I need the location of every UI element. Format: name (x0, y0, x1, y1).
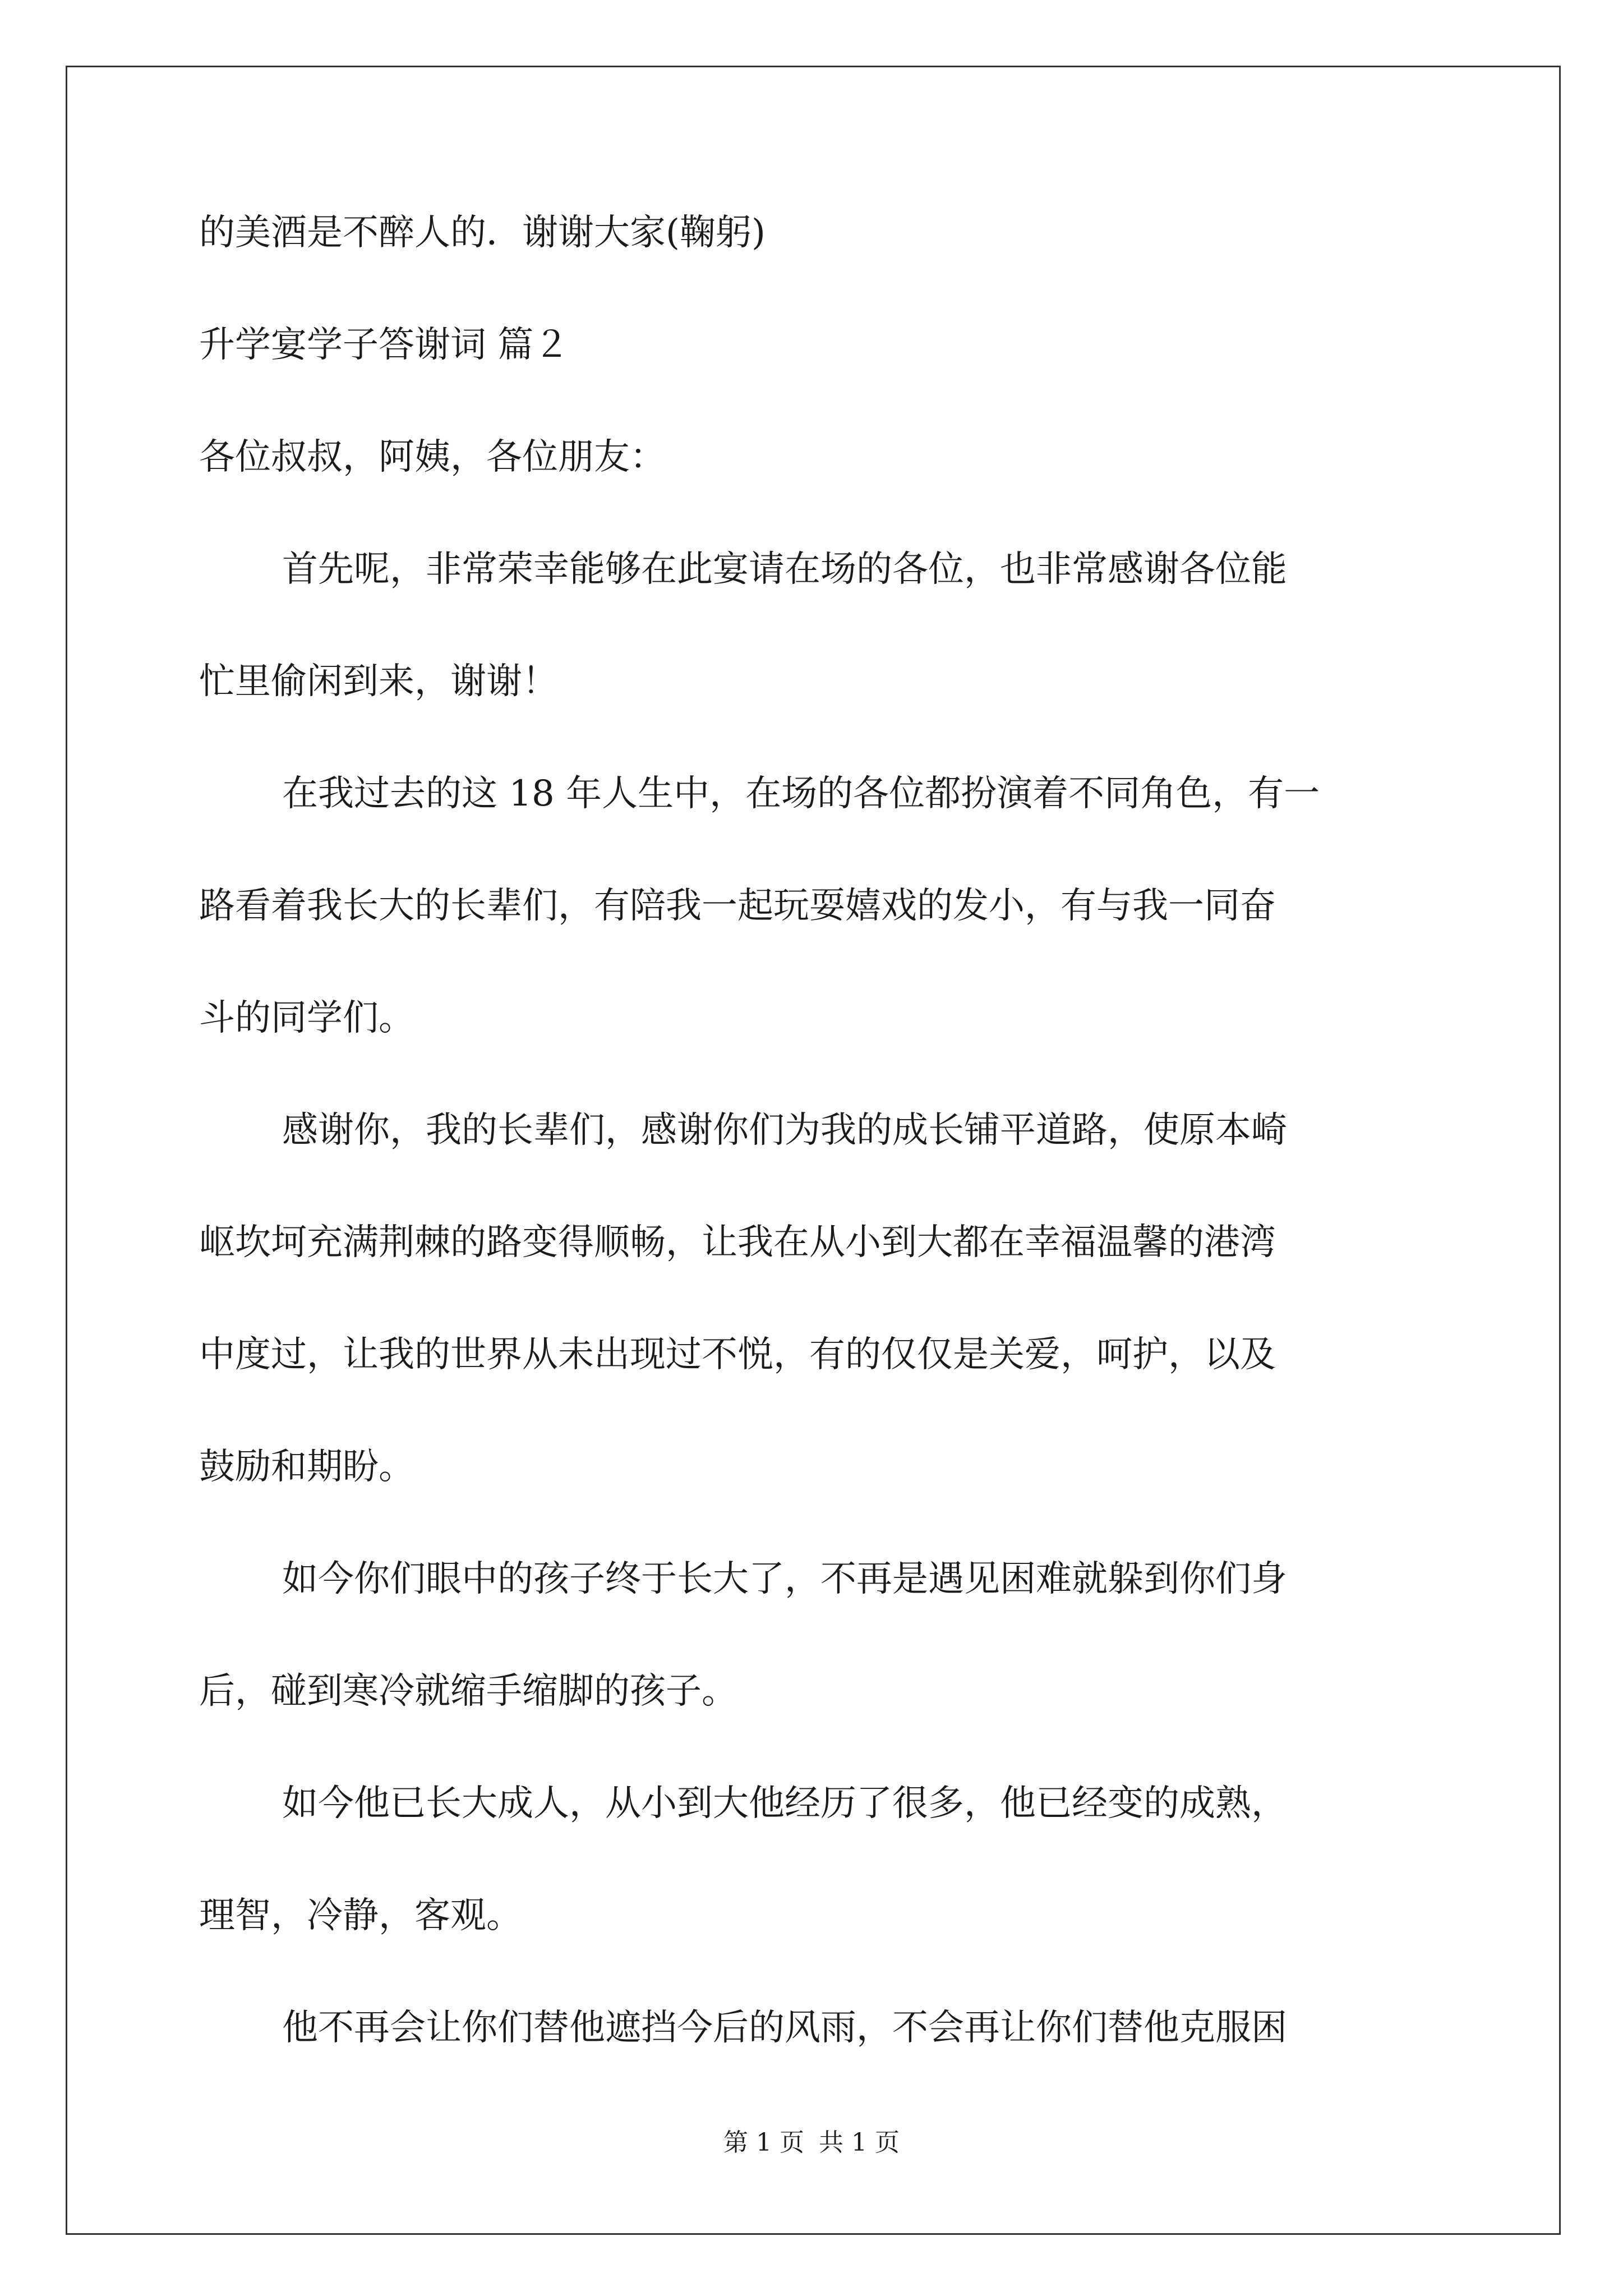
text-line: 的美酒是不醉人的．谢谢大家(鞠躬) (199, 212, 766, 254)
paragraph-line: 斗的同学们。 (199, 997, 414, 1039)
page-footer (0, 2126, 1623, 2160)
paragraph-line: 感谢你，我的长辈们，感谢你们为我的成长铺平道路，使原本崎 (282, 1110, 1287, 1151)
paragraph-line: 在我过去的这 18 年人生中，在场的各位都扮演着不同角色，有一 (282, 773, 1320, 815)
paragraph-line: 忙里偷闲到来，谢谢！ (199, 661, 558, 702)
paragraph-line: 他不再会让你们替他遮挡今后的风雨，不会再让你们替他克服困 (282, 2007, 1287, 2049)
page-number-total: 共 1 页 (819, 2128, 900, 2157)
salutation: 各位叔叔，阿姨，各位朋友： (199, 436, 666, 478)
document-body (199, 208, 1433, 2115)
section-heading: 升学宴学子答谢词 篇２ (199, 324, 570, 366)
paragraph-line: 鼓励和期盼。 (199, 1446, 414, 1488)
paragraph-line: 岖坎坷充满荆棘的路变得顺畅，让我在从小到大都在幸福温馨的港湾 (199, 1222, 1276, 1263)
paragraph-line: 路看着我长大的长辈们，有陪我一起玩耍嬉戏的发小，有与我一同奋 (199, 885, 1276, 927)
paragraph-line: 理智，冷静，客观。 (199, 1895, 522, 1936)
page-number-current: 第 1 页 (723, 2128, 804, 2157)
paragraph-line: 如今你们眼中的孩子终于长大了，不再是遇见困难就躲到你们身 (282, 1558, 1287, 1600)
paragraph-line: 后，碰到寒冷就缩手缩脚的孩子。 (199, 1671, 737, 1712)
paragraph-line: 如今他已长大成人，从小到大他经历了很多，他已经变的成熟， (282, 1783, 1287, 1824)
paragraph-line: 首先呢，非常荣幸能够在此宴请在场的各位，也非常感谢各位能 (282, 549, 1287, 590)
paragraph-line: 中度过，让我的世界从未出现过不悦，有的仅仅是关爱，呵护，以及 (199, 1334, 1276, 1375)
